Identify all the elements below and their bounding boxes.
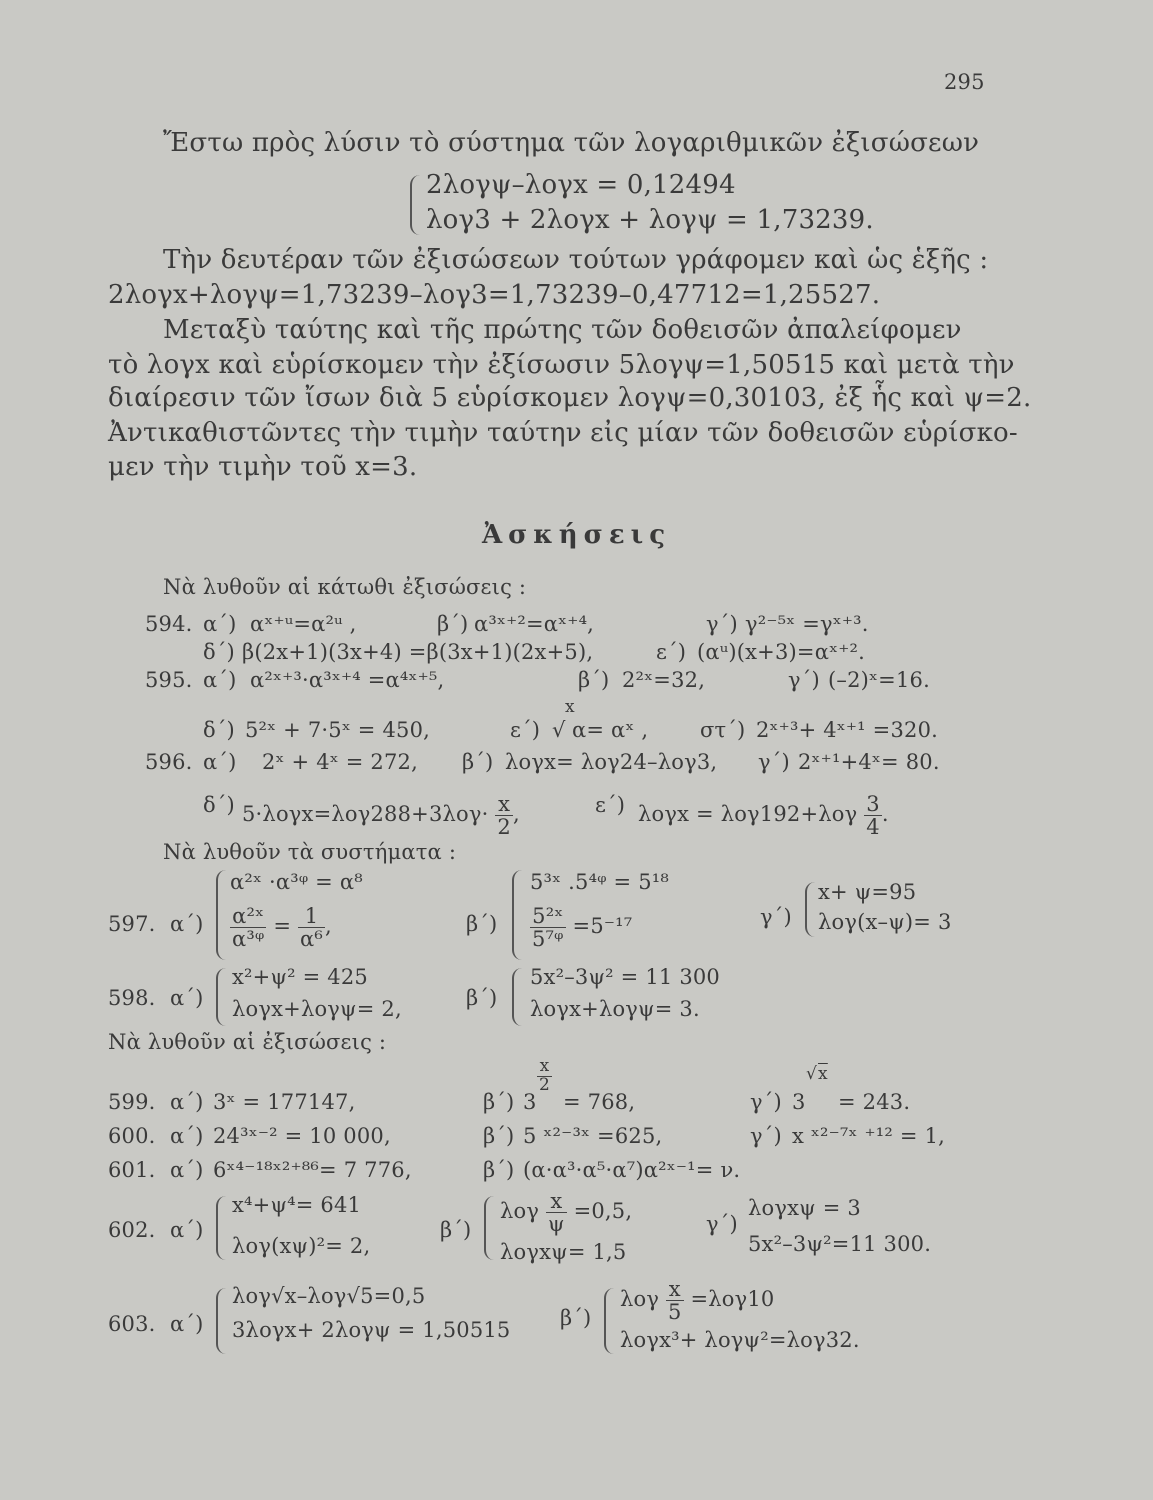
exercise-596-label-d: δ΄) (203, 793, 235, 817)
intro-line: Ἔστω πρὸς λύσιν τὸ σύστημα τῶν λογαριθμικῶν ἐξισώσεων (163, 128, 980, 158)
para2-line5: μεν τὴν τιμὴν τοῦ x=3. (108, 452, 418, 482)
fraction-numerator: 5²ˣ (530, 905, 566, 928)
exercise-602-label-a: α΄) (170, 1218, 204, 1242)
exercise-594-label-a: α΄) (203, 612, 237, 636)
exercise-599-c-root-icon: √ (806, 1064, 818, 1084)
page-number: 295 (944, 70, 985, 94)
exercise-602-number: 602. (108, 1218, 156, 1242)
instructions-equations-2: Νὰ λυθοῦν αἱ ἐξισώσεις : (108, 1030, 387, 1054)
exercise-599-b-base: 3 (523, 1090, 537, 1114)
exercise-595-st: 2ˣ⁺³+ 4ˣ⁺¹ =320. (756, 718, 939, 742)
exercise-594-label-b: β΄) (437, 612, 469, 636)
exercise-596-label-c: γ΄) (758, 750, 790, 774)
fraction-numerator: 3 (866, 792, 880, 816)
exercise-595-label-e: ε΄) (510, 718, 541, 742)
exercise-603-a1: λογ√x–λογ√5=0,5 (232, 1284, 426, 1308)
exercise-600-c: x ˣ²⁻⁷ˣ ⁺¹² = 1, (792, 1124, 946, 1148)
exercise-595-a: α²ˣ⁺³·α³ˣ⁺⁴ =α⁴ˣ⁺⁵, (250, 668, 445, 692)
exercise-595-label-st: στ΄) (700, 718, 746, 742)
exercise-599-c-rhs: = 243. (838, 1090, 911, 1114)
fraction-denominator: α⁶ (300, 927, 324, 952)
exercise-597-label-a: α΄) (170, 912, 204, 936)
exercise-599-label-c: γ΄) (750, 1090, 782, 1114)
fraction-3-over-4 (864, 793, 882, 838)
exercise-602-b1-rhs: =0,5, (573, 1199, 633, 1224)
exercise-594-b: α³ˣ⁺²=αˣ⁺⁴, (474, 612, 595, 636)
instructions-equations: Νὰ λυθοῦν αἱ κάτωθι ἐξισώσεις : (163, 575, 527, 599)
exercise-595-label-b: β΄) (578, 668, 610, 692)
exercise-596-label-a: α΄) (203, 750, 237, 774)
exercise-600-label-c: γ΄) (750, 1124, 782, 1148)
exercise-595-d: 5²ˣ + 7·5ˣ = 450, (245, 718, 431, 742)
exercise-599-c-root-arg: x (818, 1064, 828, 1084)
exercise-596-e-text: λογx = λογ192+λογ (638, 802, 858, 827)
exercise-594-e: (αᵘ)(x+3)=αˣ⁺². (697, 640, 865, 664)
exercise-601-a: 6ˣ⁴⁻¹⁸ˣ²⁺⁸⁶= 7 776, (213, 1158, 412, 1182)
exercise-600-label-a: α΄) (170, 1124, 204, 1148)
fraction-numerator: α²ˣ (230, 905, 266, 928)
exercise-596-label-e: ε΄) (595, 793, 626, 817)
exercise-601-label-b: β΄) (483, 1158, 515, 1182)
exercise-599-b-exponent (537, 1058, 552, 1095)
exercise-602-c2: 5x²–3ψ²=11 300. (748, 1232, 932, 1256)
exercise-594-a: αˣ⁺ᵘ=α²ᵘ , (250, 612, 357, 636)
exercise-598-b1: 5x²–3ψ² = 11 300 (530, 965, 720, 989)
exercise-597-a2: $\frac{\text{α²ˣ}}{\text{α³ᵠ}}$ = $\frac{1}{\text{α⁶}}$ , (232, 904, 332, 952)
exercise-599-c-base: 3 (792, 1090, 806, 1114)
exercise-599-b-rhs: = 768, (563, 1090, 636, 1114)
exercise-603-label-b: β΄) (560, 1306, 592, 1330)
exercise-599-label-a: α΄) (170, 1090, 204, 1114)
exercise-597-b2 (530, 905, 632, 950)
exercise-603-number: 603. (108, 1312, 156, 1336)
exercise-595-b: 2²ˣ=32, (622, 668, 706, 692)
fraction-numerator: x (495, 793, 513, 816)
exercise-603-b1-rhs: =λογ10 (690, 1287, 775, 1312)
exercise-597-label-b: β΄) (466, 912, 498, 936)
exercise-602-b1-text: λογ (500, 1199, 540, 1224)
exercise-602-b-brace (484, 1196, 494, 1260)
exercise-596-b: λογx= λογ24–λογ3, (505, 750, 718, 774)
exercise-602-label-c: γ΄) (706, 1212, 738, 1236)
exercise-598-a2: λογx+λογψ= 2, (232, 997, 402, 1021)
fraction-numerator: 1 (298, 905, 325, 928)
exercise-602-label-b: β΄) (440, 1218, 472, 1242)
exercise-603-b1 (620, 1278, 774, 1323)
para2-line2: τὸ λογx καὶ εὑρίσκομεν τὴν ἐξίσωσιν 5λογψ=1,50515 καὶ μετὰ τὴν (108, 350, 1015, 380)
exercise-603-a-brace (216, 1288, 226, 1354)
exercise-595-label-d: δ΄) (203, 718, 235, 742)
exercise-603-a2: 3λογx+ 2λογψ = 1,50515 (232, 1318, 511, 1342)
exercise-602-a2: λογ(xψ)²= 2, (232, 1234, 371, 1258)
exercise-602-b1 (500, 1190, 632, 1235)
fraction-1-over-a6 (298, 905, 325, 950)
exercise-600-number: 600. (108, 1124, 156, 1148)
exercise-597-label-c: γ΄) (760, 905, 792, 929)
exercise-600-label-b: β΄) (483, 1124, 515, 1148)
exercise-600-b: 5 ˣ²⁻³ˣ =625, (523, 1124, 663, 1148)
exercise-598-number: 598. (108, 986, 156, 1010)
fraction-x-over-2 (495, 793, 513, 838)
exercise-601-label-a: α΄) (170, 1158, 204, 1182)
exercise-597-number: 597. (108, 912, 156, 936)
exercise-597-c1: x+ ψ=95 (818, 880, 917, 904)
exercise-594-label-e: ε΄) (656, 640, 687, 664)
instructions-systems: Νὰ λυθοῦν τὰ συστήματα : (163, 840, 457, 864)
exercise-599-number: 599. (108, 1090, 156, 1114)
exercise-603-b-brace (604, 1288, 614, 1354)
para2-line4: Ἀντικαθιστῶντες τὴν τιμὴν ταύτην εἰς μίαν τῶν δοθεισῶν εὑρίσκο- (108, 418, 1018, 448)
exercise-595-number: 595. (145, 668, 193, 692)
exercise-598-label-a: α΄) (170, 986, 204, 1010)
fraction-a2x-over-a3psi (230, 905, 266, 950)
exercise-596-number: 596. (145, 750, 193, 774)
fraction-x-over-psi (546, 1190, 567, 1235)
fraction-denominator: 5 (668, 1300, 682, 1325)
exercise-603-b2: λογx³+ λογψ²=λογ32. (620, 1328, 860, 1352)
exercise-597-a-brace (216, 870, 228, 960)
fraction-denominator: ψ (548, 1212, 565, 1237)
fraction-x-over-2-exponent (537, 1058, 552, 1095)
system-eq1: 2λογψ–λογx = 0,12494 (426, 170, 736, 200)
section-heading: Ἀσκήσεις (481, 520, 672, 550)
exercise-600-a: 24³ˣ⁻² = 10 000, (213, 1124, 391, 1148)
fraction-denominator: 5⁷ᵠ (532, 927, 564, 952)
exercise-603-b1-text: λογ (620, 1287, 660, 1312)
para2-line3: διαίρεσιν τῶν ἴσων διὰ 5 εὑρίσκομεν λογψ=0,30103, ἐξ ἧς καὶ ψ=2. (108, 383, 1032, 413)
exercise-596-d: 5·λογx=λογ288+3λογ· $\frac{x}{2}$ , (242, 792, 520, 840)
exercise-597-b2-rhs: =5⁻¹⁷ (572, 914, 633, 939)
exercise-594-label-d: δ΄) (203, 640, 235, 664)
exercise-598-b2: λογx+λογψ= 3. (530, 997, 700, 1021)
exercise-595-e: α= αˣ , (572, 718, 649, 742)
exercise-598-a1: x²+ψ² = 425 (232, 965, 368, 989)
para1-line1: Τὴν δευτέραν τῶν ἐξισώσεων τούτων γράφομεν καὶ ὡς ἑξῆς : (163, 245, 989, 275)
exercise-596-a: 2ˣ + 4ˣ = 272, (262, 750, 418, 774)
exercise-595-e-root-icon: √ (552, 718, 566, 742)
exercise-598-a-brace (216, 968, 226, 1026)
system-brace (410, 175, 422, 235)
exercise-599-a: 3ˣ = 177147, (213, 1090, 356, 1114)
para1-line2: 2λογx+λογψ=1,73239–λογ3=1,73239–0,47712=1,25527. (108, 280, 881, 310)
exercise-596-c: 2ˣ⁺¹+4ˣ= 80. (798, 750, 940, 774)
exercise-595-e-root-index: x (565, 697, 575, 717)
exercise-595-label-c: γ΄) (788, 668, 820, 692)
fraction-numerator: x (546, 1190, 567, 1213)
exercise-594-c: γ²⁻⁵ˣ =γˣ⁺³. (745, 612, 869, 636)
exercise-599-label-b: β΄) (483, 1090, 515, 1114)
exercise-598-label-b: β΄) (466, 986, 498, 1010)
exercise-602-b2: λογxψ= 1,5 (500, 1240, 627, 1264)
exercise-596-label-b: β΄) (462, 750, 494, 774)
exercise-601-b: (α·α³·α⁵·α⁷)α²ˣ⁻¹= ν. (523, 1158, 741, 1182)
exercise-602-a1: x⁴+ψ⁴= 641 (232, 1193, 362, 1217)
exercise-594-label-c: γ΄) (706, 612, 738, 636)
exercise-603-label-a: α΄) (170, 1312, 204, 1336)
exercise-597-c2: λογ(x–ψ)= 3 (818, 910, 952, 934)
exercise-597-b1: 5³ˣ .5⁴ᵠ = 5¹⁸ (530, 870, 670, 894)
fraction-numerator: x (666, 1278, 684, 1301)
exercise-602-c1: λογxψ = 3 (748, 1196, 861, 1220)
fraction-denominator: 2 (497, 815, 511, 840)
exercise-595-c: (–2)ˣ=16. (828, 668, 930, 692)
fraction-denominator: α³ᵠ (232, 927, 265, 952)
exercise-594-number: 594. (145, 612, 193, 636)
exercise-596-d-text: 5·λογx=λογ288+3λογ· (242, 802, 489, 827)
exercise-602-a-brace (216, 1196, 226, 1260)
fraction-denominator: 4 (866, 815, 880, 840)
exercise-597-c-brace (805, 882, 815, 937)
exercise-601-number: 601. (108, 1158, 156, 1182)
exercise-596-e: λογx = λογ192+λογ $\frac{3}{4}$ . (638, 792, 889, 840)
exercise-598-b-brace (512, 968, 522, 1026)
exercise-597-a1: α²ˣ ·α³ᵠ = α⁸ (230, 870, 363, 894)
system-eq2: λογ3 + 2λογx + λογψ = 1,73239. (426, 205, 874, 235)
exercise-597-b-brace (512, 870, 524, 960)
fraction-x-over-5 (666, 1278, 684, 1323)
exercise-594-d: β(2x+1)(3x+4) =β(3x+1)(2x+5), (242, 640, 594, 664)
exercise-595-label-a: α΄) (203, 668, 237, 692)
fraction-numerator: x (537, 1058, 552, 1077)
fraction-52x-over-57psi (530, 905, 566, 950)
para2-line1: Μεταξὺ ταύτης καὶ τῆς πρώτης τῶν δοθεισῶν ἀπαλείφομεν (163, 315, 962, 345)
fraction-denominator: 2 (539, 1074, 551, 1095)
